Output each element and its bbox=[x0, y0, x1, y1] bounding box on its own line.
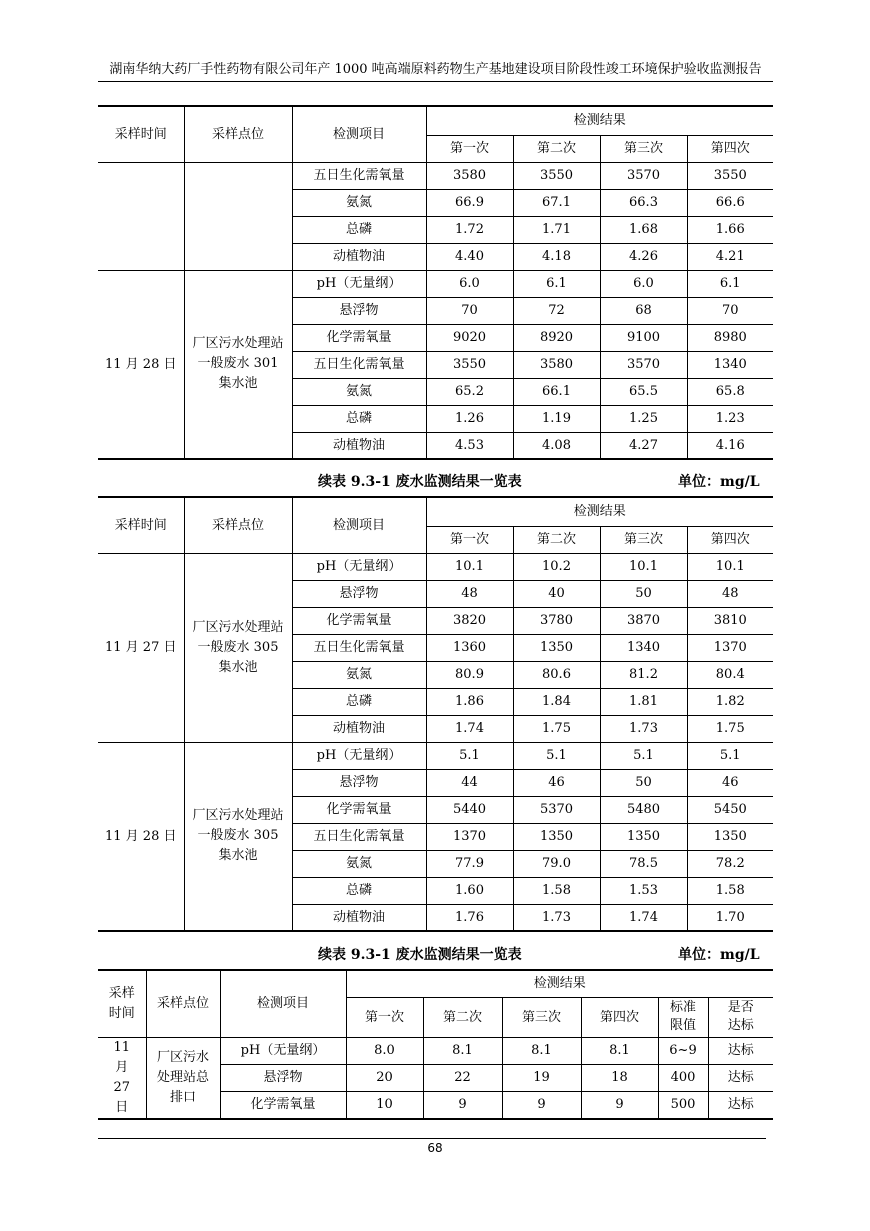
value-cell: 1350 bbox=[513, 634, 600, 661]
page-number: 68 bbox=[427, 1141, 443, 1155]
value-cell: 1.75 bbox=[513, 715, 600, 742]
value-cell: 78.5 bbox=[600, 850, 687, 877]
monitoring-table-2 bbox=[98, 496, 773, 932]
value-cell: 6.1 bbox=[513, 270, 600, 297]
value-cell: 5.1 bbox=[600, 742, 687, 769]
table-row bbox=[98, 742, 773, 769]
value-cell: 1.26 bbox=[426, 405, 513, 432]
sample-time-cell: 11 月 28 日 bbox=[98, 742, 184, 931]
value-cell: 1.73 bbox=[600, 715, 687, 742]
value-cell: 9 bbox=[581, 1091, 658, 1118]
col-header-run: 第二次 bbox=[513, 135, 600, 162]
footer-rule bbox=[98, 1138, 766, 1139]
value-cell: 6.0 bbox=[600, 270, 687, 297]
value-cell: 46 bbox=[687, 769, 773, 796]
item-cell: 化学需氧量 bbox=[292, 796, 426, 823]
item-cell: 动植物油 bbox=[292, 243, 426, 270]
value-cell: 6.0 bbox=[426, 270, 513, 297]
value-cell: 3820 bbox=[426, 607, 513, 634]
value-cell: 40 bbox=[513, 580, 600, 607]
col-header-pass: 是否达标 bbox=[708, 997, 773, 1037]
value-cell: 3570 bbox=[600, 162, 687, 189]
table-caption: 续表 9.3-1 废水监测结果一览表 bbox=[318, 947, 522, 963]
value-cell: 1.19 bbox=[513, 405, 600, 432]
value-cell: 1.72 bbox=[426, 216, 513, 243]
sample-time-cell bbox=[98, 162, 184, 270]
col-header-run: 第四次 bbox=[687, 135, 773, 162]
item-cell: 五日生化需氧量 bbox=[292, 823, 426, 850]
value-cell: 65.2 bbox=[426, 378, 513, 405]
col-header-run: 第一次 bbox=[426, 135, 513, 162]
value-cell: 66.1 bbox=[513, 378, 600, 405]
value-cell: 81.2 bbox=[600, 661, 687, 688]
value-cell: 8920 bbox=[513, 324, 600, 351]
value-cell: 50 bbox=[600, 769, 687, 796]
item-cell: 总磷 bbox=[292, 688, 426, 715]
item-cell: pH（无量纲） bbox=[292, 270, 426, 297]
value-cell: 79.0 bbox=[513, 850, 600, 877]
col-header-results: 检测结果 bbox=[346, 970, 773, 997]
item-cell: 总磷 bbox=[292, 405, 426, 432]
table-row bbox=[98, 162, 773, 189]
value-cell: 1.75 bbox=[687, 715, 773, 742]
value-cell: 1340 bbox=[600, 634, 687, 661]
value-cell: 48 bbox=[426, 580, 513, 607]
value-cell: 1.76 bbox=[426, 904, 513, 931]
value-cell: 10.1 bbox=[426, 553, 513, 580]
item-cell: 悬浮物 bbox=[292, 769, 426, 796]
col-header-results: 检测结果 bbox=[426, 106, 773, 135]
col-header-item: 检测项目 bbox=[292, 497, 426, 553]
col-header-item: 检测项目 bbox=[220, 970, 346, 1037]
value-cell: 9020 bbox=[426, 324, 513, 351]
value-cell: 70 bbox=[426, 297, 513, 324]
value-cell: 5.1 bbox=[687, 742, 773, 769]
col-header-run: 第二次 bbox=[513, 526, 600, 553]
value-cell: 1350 bbox=[600, 823, 687, 850]
item-cell: 动植物油 bbox=[292, 904, 426, 931]
value-cell: 18 bbox=[581, 1064, 658, 1091]
value-cell: 3870 bbox=[600, 607, 687, 634]
value-cell: 19 bbox=[502, 1064, 581, 1091]
value-cell: 1370 bbox=[426, 823, 513, 850]
col-header-run: 第一次 bbox=[346, 997, 423, 1037]
value-cell: 1.70 bbox=[687, 904, 773, 931]
value-cell: 8.1 bbox=[502, 1037, 581, 1064]
value-cell: 5480 bbox=[600, 796, 687, 823]
value-cell: 9 bbox=[423, 1091, 502, 1118]
value-cell: 10.1 bbox=[687, 553, 773, 580]
value-cell: 1.58 bbox=[687, 877, 773, 904]
value-cell: 70 bbox=[687, 297, 773, 324]
value-cell: 1.74 bbox=[426, 715, 513, 742]
pass-cell: 达标 bbox=[708, 1091, 773, 1118]
value-cell: 5440 bbox=[426, 796, 513, 823]
item-cell: pH（无量纲） bbox=[292, 742, 426, 769]
value-cell: 4.18 bbox=[513, 243, 600, 270]
item-cell: 五日生化需氧量 bbox=[292, 162, 426, 189]
value-cell: 1.60 bbox=[426, 877, 513, 904]
value-cell: 5450 bbox=[687, 796, 773, 823]
value-cell: 46 bbox=[513, 769, 600, 796]
value-cell: 1.68 bbox=[600, 216, 687, 243]
value-cell: 4.21 bbox=[687, 243, 773, 270]
col-header-limit: 标准限值 bbox=[658, 997, 708, 1037]
col-header-run: 第四次 bbox=[687, 526, 773, 553]
value-cell: 1.84 bbox=[513, 688, 600, 715]
value-cell: 48 bbox=[687, 580, 773, 607]
value-cell: 50 bbox=[600, 580, 687, 607]
value-cell: 3550 bbox=[513, 162, 600, 189]
value-cell: 3780 bbox=[513, 607, 600, 634]
value-cell: 3550 bbox=[687, 162, 773, 189]
value-cell: 1.53 bbox=[600, 877, 687, 904]
value-cell: 6.1 bbox=[687, 270, 773, 297]
col-header-run: 第一次 bbox=[426, 526, 513, 553]
value-cell: 1340 bbox=[687, 351, 773, 378]
sample-time-cell: 11 月 28 日 bbox=[98, 270, 184, 459]
table-unit: 单位：mg/L bbox=[678, 474, 760, 490]
item-cell: 氨氮 bbox=[292, 850, 426, 877]
item-cell: 五日生化需氧量 bbox=[292, 634, 426, 661]
sample-point-cell: 厂区污水处理站一般废水 305 集水池 bbox=[184, 553, 292, 742]
limit-cell: 6~9 bbox=[658, 1037, 708, 1064]
value-cell: 1.74 bbox=[600, 904, 687, 931]
col-header-point: 采样点位 bbox=[184, 106, 292, 162]
table-row bbox=[98, 1037, 773, 1064]
value-cell: 1370 bbox=[687, 634, 773, 661]
value-cell: 8980 bbox=[687, 324, 773, 351]
col-header-run: 第三次 bbox=[600, 526, 687, 553]
table-row bbox=[98, 553, 773, 580]
value-cell: 1.66 bbox=[687, 216, 773, 243]
item-cell: 悬浮物 bbox=[220, 1064, 346, 1091]
col-header-time: 采样时间 bbox=[98, 970, 146, 1037]
value-cell: 1350 bbox=[687, 823, 773, 850]
value-cell: 1.23 bbox=[687, 405, 773, 432]
item-cell: 动植物油 bbox=[292, 715, 426, 742]
value-cell: 1.73 bbox=[513, 904, 600, 931]
value-cell: 4.16 bbox=[687, 432, 773, 459]
value-cell: 1.82 bbox=[687, 688, 773, 715]
limit-cell: 500 bbox=[658, 1091, 708, 1118]
item-cell: 氨氮 bbox=[292, 661, 426, 688]
value-cell: 1350 bbox=[513, 823, 600, 850]
col-header-point: 采样点位 bbox=[184, 497, 292, 553]
value-cell: 9 bbox=[502, 1091, 581, 1118]
value-cell: 65.8 bbox=[687, 378, 773, 405]
table-row bbox=[98, 270, 773, 297]
value-cell: 4.26 bbox=[600, 243, 687, 270]
value-cell: 3810 bbox=[687, 607, 773, 634]
pass-cell: 达标 bbox=[708, 1037, 773, 1064]
col-header-run: 第三次 bbox=[502, 997, 581, 1037]
col-header-results: 检测结果 bbox=[426, 497, 773, 526]
value-cell: 5370 bbox=[513, 796, 600, 823]
value-cell: 77.9 bbox=[426, 850, 513, 877]
col-header-item: 检测项目 bbox=[292, 106, 426, 162]
sample-point-cell bbox=[184, 162, 292, 270]
value-cell: 10 bbox=[346, 1091, 423, 1118]
value-cell: 5.1 bbox=[426, 742, 513, 769]
item-cell: 氨氮 bbox=[292, 378, 426, 405]
value-cell: 9100 bbox=[600, 324, 687, 351]
value-cell: 20 bbox=[346, 1064, 423, 1091]
value-cell: 80.9 bbox=[426, 661, 513, 688]
col-header-point: 采样点位 bbox=[146, 970, 220, 1037]
value-cell: 4.53 bbox=[426, 432, 513, 459]
sample-point-cell: 厂区污水处理站一般废水 301 集水池 bbox=[184, 270, 292, 459]
item-cell: 化学需氧量 bbox=[292, 607, 426, 634]
value-cell: 66.6 bbox=[687, 189, 773, 216]
item-cell: 悬浮物 bbox=[292, 297, 426, 324]
value-cell: 3580 bbox=[426, 162, 513, 189]
report-header: 湖南华纳大药厂手性药物有限公司年产 1000 吨高端原料药物生产基地建设项目阶段性竣工环境保护验收监测报告 bbox=[98, 58, 773, 82]
col-header-run: 第三次 bbox=[600, 135, 687, 162]
value-cell: 1.71 bbox=[513, 216, 600, 243]
value-cell: 4.08 bbox=[513, 432, 600, 459]
value-cell: 80.4 bbox=[687, 661, 773, 688]
value-cell: 8.0 bbox=[346, 1037, 423, 1064]
value-cell: 10.1 bbox=[600, 553, 687, 580]
monitoring-table-3 bbox=[98, 969, 773, 1120]
value-cell: 1.58 bbox=[513, 877, 600, 904]
table-unit: 单位：mg/L bbox=[678, 947, 760, 963]
value-cell: 3550 bbox=[426, 351, 513, 378]
value-cell: 1360 bbox=[426, 634, 513, 661]
value-cell: 3570 bbox=[600, 351, 687, 378]
col-header-run: 第四次 bbox=[581, 997, 658, 1037]
value-cell: 68 bbox=[600, 297, 687, 324]
value-cell: 22 bbox=[423, 1064, 502, 1091]
item-cell: 总磷 bbox=[292, 216, 426, 243]
sample-time-cell: 11 月 27 日 bbox=[98, 553, 184, 742]
col-header-time: 采样时间 bbox=[98, 106, 184, 162]
item-cell: 化学需氧量 bbox=[220, 1091, 346, 1118]
sample-point-cell: 厂区污水处理站总排口 bbox=[146, 1037, 220, 1119]
value-cell: 78.2 bbox=[687, 850, 773, 877]
value-cell: 65.5 bbox=[600, 378, 687, 405]
value-cell: 5.1 bbox=[513, 742, 600, 769]
item-cell: pH（无量纲） bbox=[292, 553, 426, 580]
col-header-run: 第二次 bbox=[423, 997, 502, 1037]
item-cell: 五日生化需氧量 bbox=[292, 351, 426, 378]
limit-cell: 400 bbox=[658, 1064, 708, 1091]
sample-point-cell: 厂区污水处理站一般废水 305 集水池 bbox=[184, 742, 292, 931]
col-header-time: 采样时间 bbox=[98, 497, 184, 553]
pass-cell: 达标 bbox=[708, 1064, 773, 1091]
value-cell: 1.81 bbox=[600, 688, 687, 715]
value-cell: 10.2 bbox=[513, 553, 600, 580]
table-caption: 续表 9.3-1 废水监测结果一览表 bbox=[318, 474, 522, 490]
item-cell: 悬浮物 bbox=[292, 580, 426, 607]
value-cell: 67.1 bbox=[513, 189, 600, 216]
item-cell: 动植物油 bbox=[292, 432, 426, 459]
value-cell: 80.6 bbox=[513, 661, 600, 688]
value-cell: 3580 bbox=[513, 351, 600, 378]
value-cell: 4.40 bbox=[426, 243, 513, 270]
value-cell: 1.25 bbox=[600, 405, 687, 432]
value-cell: 4.27 bbox=[600, 432, 687, 459]
value-cell: 8.1 bbox=[423, 1037, 502, 1064]
value-cell: 44 bbox=[426, 769, 513, 796]
sample-time-cell: 11 月 27 日 bbox=[98, 1037, 146, 1119]
value-cell: 66.9 bbox=[426, 189, 513, 216]
value-cell: 66.3 bbox=[600, 189, 687, 216]
monitoring-table-1 bbox=[98, 105, 773, 460]
value-cell: 8.1 bbox=[581, 1037, 658, 1064]
item-cell: 总磷 bbox=[292, 877, 426, 904]
value-cell: 1.86 bbox=[426, 688, 513, 715]
item-cell: pH（无量纲） bbox=[220, 1037, 346, 1064]
item-cell: 氨氮 bbox=[292, 189, 426, 216]
item-cell: 化学需氧量 bbox=[292, 324, 426, 351]
value-cell: 72 bbox=[513, 297, 600, 324]
